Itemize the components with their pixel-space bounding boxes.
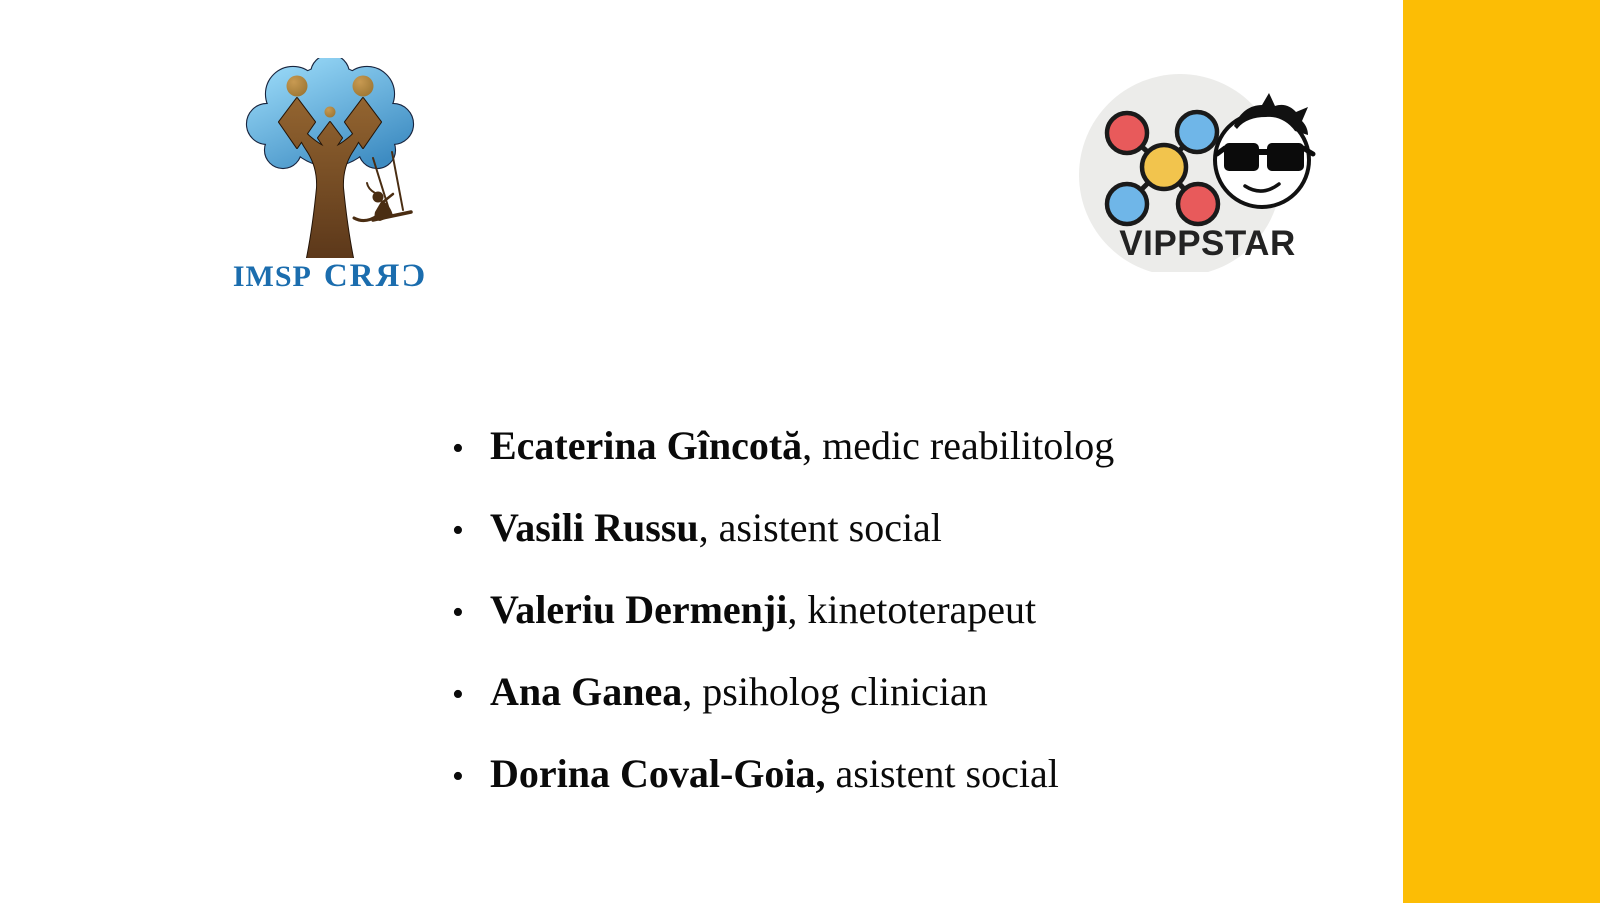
imsp-caption-crrc: CRЯƆ bbox=[323, 258, 428, 294]
team-member-item bbox=[452, 749, 1252, 799]
child-head bbox=[325, 107, 336, 118]
imsp-logo-caption bbox=[230, 258, 430, 300]
node-red bbox=[1178, 184, 1218, 224]
member-role: , medic reabilitolog bbox=[802, 423, 1115, 468]
bullet-icon: • bbox=[452, 758, 464, 795]
imsp-caption-imsp: IMSP bbox=[232, 260, 312, 293]
team-member-item bbox=[452, 421, 1252, 471]
node-blue bbox=[1177, 112, 1217, 152]
team-member-item bbox=[452, 585, 1252, 635]
vippstar-wordmark: VIPPSTAR bbox=[1119, 224, 1296, 263]
accent-bar bbox=[1403, 0, 1600, 903]
figure-head bbox=[287, 76, 308, 97]
member-name: Valeriu Dermenji bbox=[490, 587, 788, 632]
team-list bbox=[452, 421, 1252, 831]
member-name: Ecaterina Gîncotă bbox=[490, 423, 803, 468]
member-role: , asistent social bbox=[698, 505, 942, 550]
team-member-item bbox=[452, 503, 1252, 553]
bullet-icon: • bbox=[452, 430, 464, 467]
member-name: Dorina Coval-Goia, bbox=[490, 751, 826, 796]
bullet-icon: • bbox=[452, 512, 464, 549]
figure-head bbox=[353, 76, 374, 97]
bullet-icon: • bbox=[452, 676, 464, 713]
member-name: Ana Ganea bbox=[490, 669, 683, 714]
bullet-icon: • bbox=[452, 594, 464, 631]
imsp-tree-logo-icon bbox=[245, 58, 415, 258]
member-role: , psiholog clinician bbox=[682, 669, 988, 714]
member-role: , kinetoterapeut bbox=[787, 587, 1037, 632]
member-role: asistent social bbox=[825, 751, 1059, 796]
team-member-item bbox=[452, 667, 1252, 717]
node-blue bbox=[1107, 184, 1147, 224]
node-yellow bbox=[1142, 145, 1186, 189]
member-name: Vasili Russu bbox=[490, 505, 699, 550]
node-red bbox=[1107, 113, 1147, 153]
